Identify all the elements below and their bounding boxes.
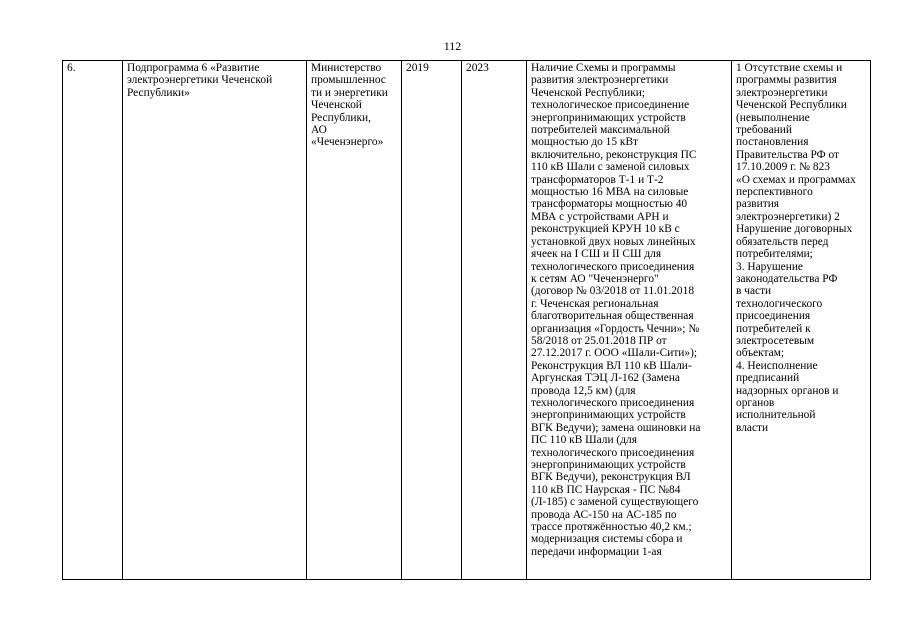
- row-index: 6.: [67, 62, 76, 74]
- start-year: 2019: [406, 62, 429, 74]
- end-year: 2023: [466, 62, 489, 74]
- executor-cell: [307, 61, 402, 580]
- executor-name: Министерство промышленнос ти и энергетики Чеченской Республики, АО «Чеченэнерго»: [311, 62, 388, 149]
- row-index-cell: [63, 61, 123, 580]
- page-number: 112: [443, 39, 462, 53]
- activities-cell: [527, 61, 732, 580]
- subprogram-cell: [123, 61, 307, 580]
- start-year-cell: [402, 61, 462, 580]
- activities-text: Наличие Схемы и программы развития электроэнергетики Чеченской Республики; технологическое присоединение энергопринимающих устройств потребителей максимальной мощностью до 15 кВт включительно, реконструкция ПС 110 кВ Шали с заменой силовых трансформаторов Т-1 и Т-2 мощностью 16 МВА на силовые трансформаторы мощностью 40 МВА с устройствами АРН и реконструкцией КРУН 10 кВ с установкой двух новых линейных ячеек на I СШ и II СШ для технологического присоединения к сетям АО "Чеченэнерго" (договор № 03/2018 от 11.01.2018 г. Чеченская региональная благотворительная общественная организация «Гордость Чечни»; № 58/2018 от 25.01.2018 ПР от 27.12.2017 г. ООО «Шали-Сити»); Реконструкция ВЛ 110 кВ Шали- Аргунская ТЭЦ Л-162 (Замена провода 12,5 км) (для технологического присоединения энергопринимающих устройств ВГК Ведучи); замена ошиновки на ПС 110 кВ Шали (для технологического присоединения энергопринимающих устройств ВГК Ведучи), реконструкция ВЛ 110 кВ ПС Наурская - ПС №84 (Л-185) с заменой существующего провода АС-150 на АС-185 по трассе протяжённостью 40,2 км.; модернизация системы сбора и передачи информации 1-ая: [531, 62, 701, 558]
- program-table: [62, 60, 871, 580]
- end-year-cell: [462, 61, 527, 580]
- subprogram-name: Подпрограмма 6 «Развитие электроэнергетики Чеченской Республики»: [127, 62, 273, 99]
- table-row: [63, 61, 871, 580]
- consequences-text: 1 Отсутствие схемы и программы развития электроэнергетики Чеченской Республики (невыполнение требований постановления Правительства РФ от 17.10.2009 г. № 823 «О схемах и программах перспективного развития электроэнергетики) 2 Нарушение договорных обязательств перед потребителями; 3. Нарушение законодательства РФ в части технологического присоединения потребителей к электросетевым объектам; 4. Неисполнение предписаний надзорных органов и органов исполнительной власти: [736, 62, 856, 434]
- consequences-cell: [732, 61, 871, 580]
